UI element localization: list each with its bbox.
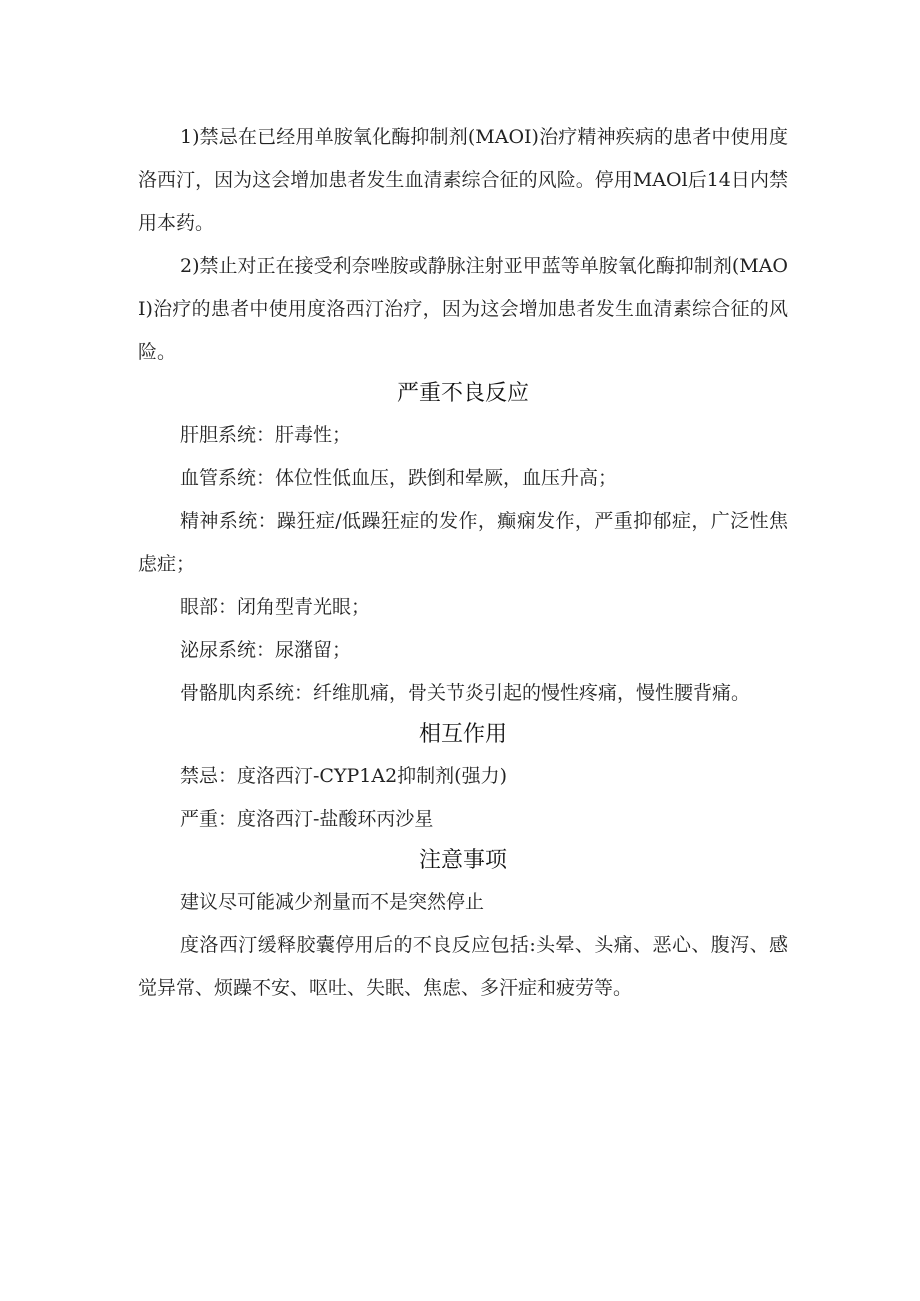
- contraindication-paragraph-1: 1)禁忌在已经用单胺氧化酶抑制剂(MAOI)治疗精神疾病的患者中使用度洛西汀，因为这会增加患者发生血清素综合征的风险。停用MAOl后14日内禁用本药。: [138, 126, 788, 234]
- adverse-item-hepatobiliary: 肝胆系统：肝毒性；: [180, 424, 352, 446]
- adverse-item-psychiatric: 精神系统：躁狂症/低躁狂症的发作，癫痫发作，严重抑郁症，广泛性焦虑症；: [138, 510, 788, 575]
- adverse-item-vascular: 血管系统：体位性低血压，跌倒和晕厥，血压升高；: [180, 467, 618, 489]
- adverse-reactions-section: [138, 374, 788, 715]
- document-page: [138, 116, 788, 1010]
- interaction-item-contraindicated: 禁忌：度洛西汀-CYP1A2抑制剂(强力): [180, 765, 508, 787]
- interactions-section: [138, 715, 788, 841]
- precaution-item-dose-reduction: 建议尽可能减少剂量而不是突然停止: [180, 891, 485, 913]
- adverse-reactions-heading: 严重不良反应: [396, 381, 529, 406]
- interactions-heading: 相互作用: [418, 722, 507, 747]
- adverse-item-eye: 眼部：闭角型青光眼；: [180, 596, 371, 618]
- interaction-item-serious: 严重：度洛西汀-盐酸环丙沙星: [180, 808, 434, 830]
- precaution-item-withdrawal: 度洛西汀缓释胶囊停用后的不良反应包括:头晕、头痛、恶心、腹泻、感觉异常、烦躁不安、呕吐、失眠、焦虑、多汗症和疲劳等。: [138, 934, 788, 999]
- contraindications-section: [138, 116, 788, 374]
- precautions-section: [138, 841, 788, 1010]
- adverse-item-musculoskeletal: 骨骼肌肉系统：纤维肌痛，骨关节炎引起的慢性疼痛，慢性腰背痛。: [180, 682, 751, 704]
- adverse-item-urinary: 泌尿系统：尿潴留；: [180, 639, 352, 661]
- precautions-heading: 注意事项: [418, 848, 507, 873]
- contraindication-paragraph-2: 2)禁止对正在接受利奈唑胺或静脉注射亚甲蓝等单胺氧化酶抑制剂(MAOI)治疗的患者中使用度洛西汀治疗，因为这会增加患者发生血清素综合征的风险。: [138, 255, 788, 363]
